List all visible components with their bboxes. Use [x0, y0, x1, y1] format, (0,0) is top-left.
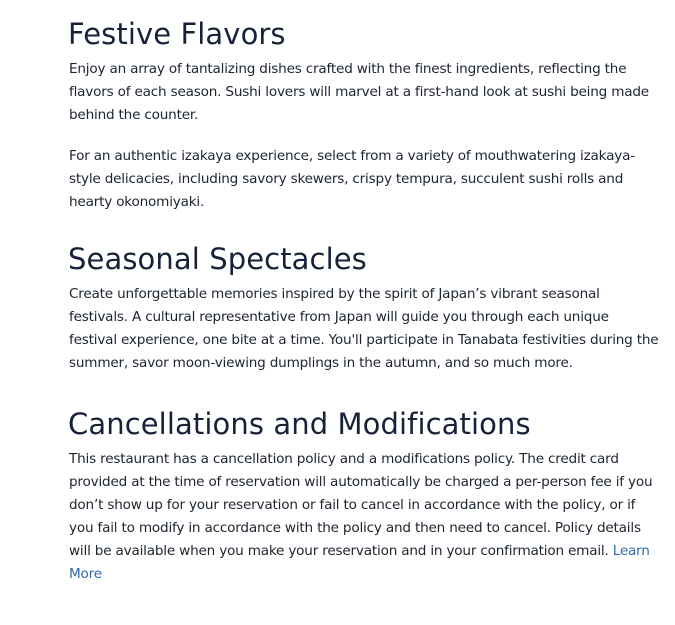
cancellation-policy-paragraph	[69, 448, 659, 586]
seasonal-spectacles-paragraph: Create unforgettable memories inspired by the spirit of Japan’s vibrant seasonal festivals. A cultural representative from Japan will guide you through each unique festival experience, one bite at a time. You'll participate in Tanabata festivities during the summer, savor moon-viewing dumplings in the autumn, and so much more.	[69, 286, 659, 371]
festive-flavors-paragraph-1: Enjoy an array of tantalizing dishes crafted with the finest ingredients, reflecting the flavors of each season. Sushi lovers will marvel at a first-hand look at sushi being made behind the counter.	[69, 61, 649, 123]
section-cancellations	[69, 404, 659, 586]
section-festive-flavors	[69, 14, 659, 214]
section-title-cancellations: Cancellations and Modifications	[68, 407, 531, 441]
learn-more-link[interactable]: Learn More	[69, 543, 650, 582]
section-title-seasonal-spectacles: Seasonal Spectacles	[68, 242, 367, 276]
section-title-festive-flavors: Festive Flavors	[68, 17, 286, 51]
cancellation-policy-text: This restaurant has a cancellation policy and a modifications policy. The credit card provided at the time of reservation will automatically be charged a per-person fee if you don’t show up for your reservation or fail to cancel in accordance with the policy, or if you fail to modify in accordance with the policy and then need to cancel. Policy details will be available when you make your reservation and in your confirmation email.	[69, 451, 653, 559]
section-seasonal-spectacles	[69, 239, 659, 375]
main-content	[69, 14, 659, 611]
festive-flavors-paragraph-2: For an authentic izakaya experience, select from a variety of mouthwatering izakaya-style delicacies, including savory skewers, crispy tempura, succulent sushi rolls and hearty okonomiyaki.	[69, 148, 635, 210]
